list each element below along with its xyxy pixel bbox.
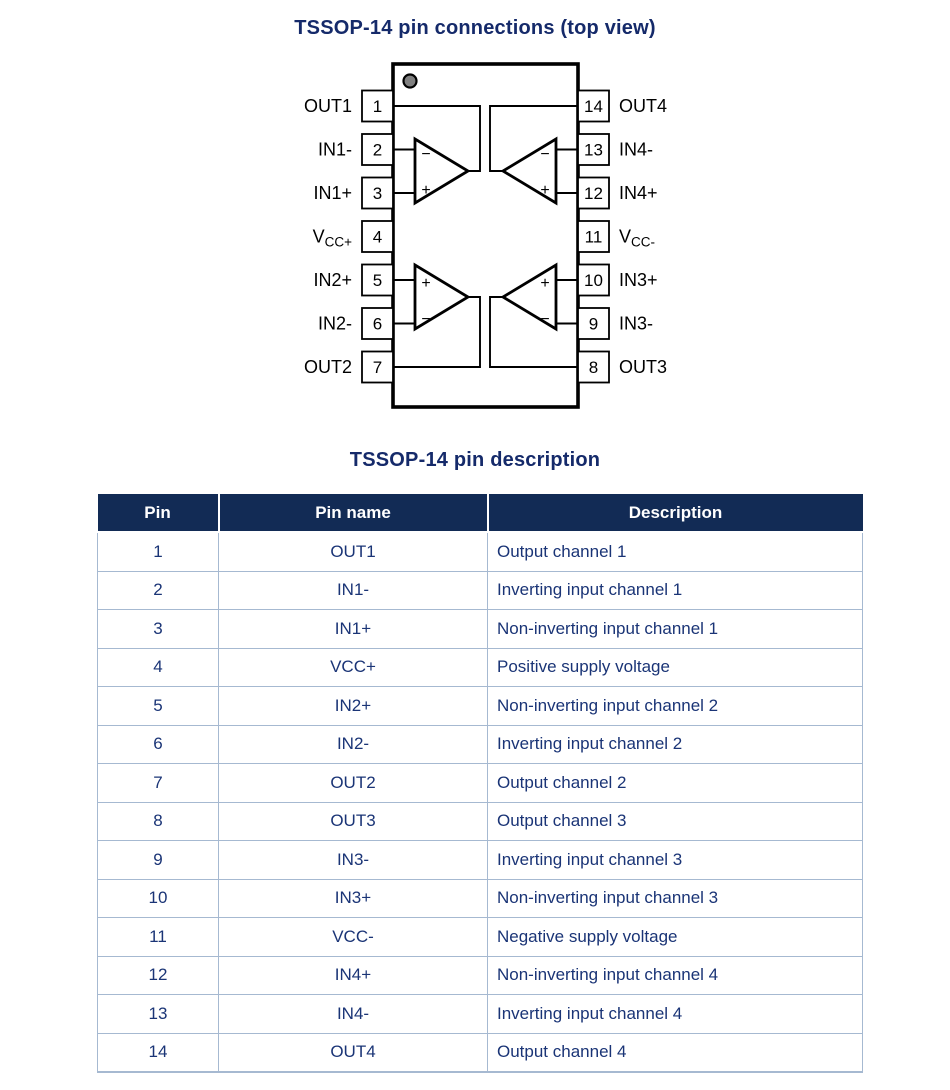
- pin-3: [313, 178, 393, 209]
- pin-diagram: [0, 0, 950, 440]
- table-header: [98, 494, 863, 532]
- pin-cell: 9: [98, 841, 219, 880]
- pin-13: [578, 134, 653, 165]
- pin-name-cell: IN4-: [219, 995, 488, 1034]
- pin-cell: 6: [98, 725, 219, 764]
- table-row: [98, 802, 863, 841]
- pin-cell: 14: [98, 1033, 219, 1072]
- pin-number-14: 14: [584, 97, 603, 116]
- table-row: [98, 687, 863, 726]
- pin-14: [578, 91, 667, 122]
- pin-number-1: 1: [372, 97, 383, 116]
- description-cell: Non-inverting input channel 3: [488, 879, 863, 918]
- pin-4: [313, 221, 393, 252]
- opamp-4-bottom-sign: +: [540, 182, 550, 199]
- pin-cell: 3: [98, 610, 219, 649]
- table-row: [98, 648, 863, 687]
- description-cell: Output channel 4: [488, 1033, 863, 1072]
- description-cell: Inverting input channel 3: [488, 841, 863, 880]
- pin-number-7: 7: [372, 358, 383, 377]
- description-cell: Inverting input channel 2: [488, 725, 863, 764]
- pin-description-table: [97, 494, 863, 1073]
- pin-cell: 11: [98, 918, 219, 957]
- pin-label-3: IN1+: [313, 183, 352, 203]
- pin-cell: 12: [98, 956, 219, 995]
- pin-name-cell: OUT2: [219, 764, 488, 803]
- pin-cell: 1: [98, 532, 219, 571]
- table-header-row: [98, 494, 863, 532]
- table-row: [98, 532, 863, 571]
- pin-number-2: 2: [372, 140, 383, 160]
- table-body: [98, 532, 863, 1072]
- pin-name-cell: OUT4: [219, 1033, 488, 1072]
- pin-cell: 7: [98, 764, 219, 803]
- pin-label-13: IN4-: [619, 139, 654, 160]
- pin-cell: 4: [98, 648, 219, 687]
- table-row: [98, 1033, 863, 1072]
- pin-number-12: 12: [584, 184, 603, 203]
- pin-label-14: OUT4: [619, 96, 668, 116]
- pin-1: [304, 91, 393, 122]
- description-cell: Positive supply voltage: [488, 648, 863, 687]
- opamp-3-bottom-sign: −: [540, 311, 550, 328]
- pin-name-cell: IN3+: [219, 879, 488, 918]
- table-row: [98, 764, 863, 803]
- opamp-2-bottom-sign: −: [421, 311, 431, 328]
- pin-cell: 13: [98, 995, 219, 1034]
- table-row: [98, 725, 863, 764]
- description-cell: Output channel 1: [488, 532, 863, 571]
- pin-connections-title: TSSOP-14 pin connections (top view): [294, 17, 656, 39]
- pin-number-5: 5: [372, 271, 383, 290]
- pin-8: [578, 352, 667, 383]
- opamp-4-top-sign: −: [540, 146, 550, 163]
- table-row: [98, 879, 863, 918]
- pin-name-cell: IN1+: [219, 610, 488, 649]
- pin-name-column-header: Pin name: [219, 494, 488, 532]
- description-cell: Output channel 3: [488, 802, 863, 841]
- pin-label-7: OUT2: [303, 357, 352, 377]
- table-row: [98, 841, 863, 880]
- table-row: [98, 995, 863, 1034]
- pin-number-9: 9: [588, 314, 599, 334]
- pin-label-12: IN4+: [619, 183, 658, 203]
- description-cell: Non-inverting input channel 2: [488, 687, 863, 726]
- pin-name-cell: IN4+: [219, 956, 488, 995]
- pin1-indicator-icon: [404, 75, 417, 88]
- opamp-1-top-sign: −: [421, 146, 431, 163]
- pin-name-cell: OUT3: [219, 802, 488, 841]
- description-column-header: Description: [488, 494, 863, 532]
- pin-name-cell: IN3-: [219, 841, 488, 880]
- pin-label-4: $V_{CC+}$: [312, 226, 352, 250]
- pin-number-11: 11: [584, 227, 603, 247]
- table-row: [98, 956, 863, 995]
- pin-name-cell: IN2-: [219, 725, 488, 764]
- opamp-1-bottom-sign: +: [421, 182, 431, 199]
- pin-label-6: IN2-: [317, 313, 352, 334]
- pin-10: [578, 265, 658, 296]
- description-cell: Output channel 2: [488, 764, 863, 803]
- pin-number-10: 10: [584, 271, 603, 290]
- pin-name-cell: OUT1: [219, 532, 488, 571]
- pin-6: [318, 308, 393, 339]
- chip-body: [393, 64, 578, 407]
- pin-label-9: IN3-: [619, 313, 654, 334]
- pin-number-4: 4: [372, 227, 383, 247]
- pin-5: [313, 265, 393, 296]
- pin-number-13: 13: [584, 140, 603, 160]
- table-row: [98, 571, 863, 610]
- pin-number-8: 8: [588, 358, 599, 377]
- pin-label-10: IN3+: [619, 270, 658, 290]
- description-cell: Negative supply voltage: [488, 918, 863, 957]
- description-cell: Inverting input channel 4: [488, 995, 863, 1034]
- pin-label-8: OUT3: [619, 357, 668, 377]
- pin-name-cell: IN2+: [219, 687, 488, 726]
- pin-cell: 2: [98, 571, 219, 610]
- pin-number-6: 6: [372, 314, 383, 334]
- pin-2: [318, 134, 393, 165]
- pin-name-cell: VCC+: [219, 648, 488, 687]
- pin-name-cell: VCC-: [219, 918, 488, 957]
- pin-7: [304, 352, 393, 383]
- opamp-2-top-sign: +: [421, 275, 431, 292]
- pin-label-2: IN1-: [317, 139, 352, 160]
- pin-label-11: $V_{CC-}$: [619, 226, 656, 250]
- table-row: [98, 918, 863, 957]
- table-row: [98, 610, 863, 649]
- pin-number-3: 3: [372, 184, 383, 203]
- pin-12: [578, 178, 658, 209]
- description-cell: Inverting input channel 1: [488, 571, 863, 610]
- opamp-3-top-sign: +: [540, 275, 550, 292]
- pin-description-title: TSSOP-14 pin description: [349, 449, 601, 471]
- pin-cell: 5: [98, 687, 219, 726]
- pin-9: [578, 308, 653, 339]
- description-cell: Non-inverting input channel 1: [488, 610, 863, 649]
- pin-11: [578, 221, 655, 252]
- pin-cell: 8: [98, 802, 219, 841]
- pin-cell: 10: [98, 879, 219, 918]
- description-cell: Non-inverting input channel 4: [488, 956, 863, 995]
- pin-column-header: Pin: [98, 494, 219, 532]
- pin-label-5: IN2+: [313, 270, 352, 290]
- pin-label-1: OUT1: [303, 96, 352, 116]
- pin-name-cell: IN1-: [219, 571, 488, 610]
